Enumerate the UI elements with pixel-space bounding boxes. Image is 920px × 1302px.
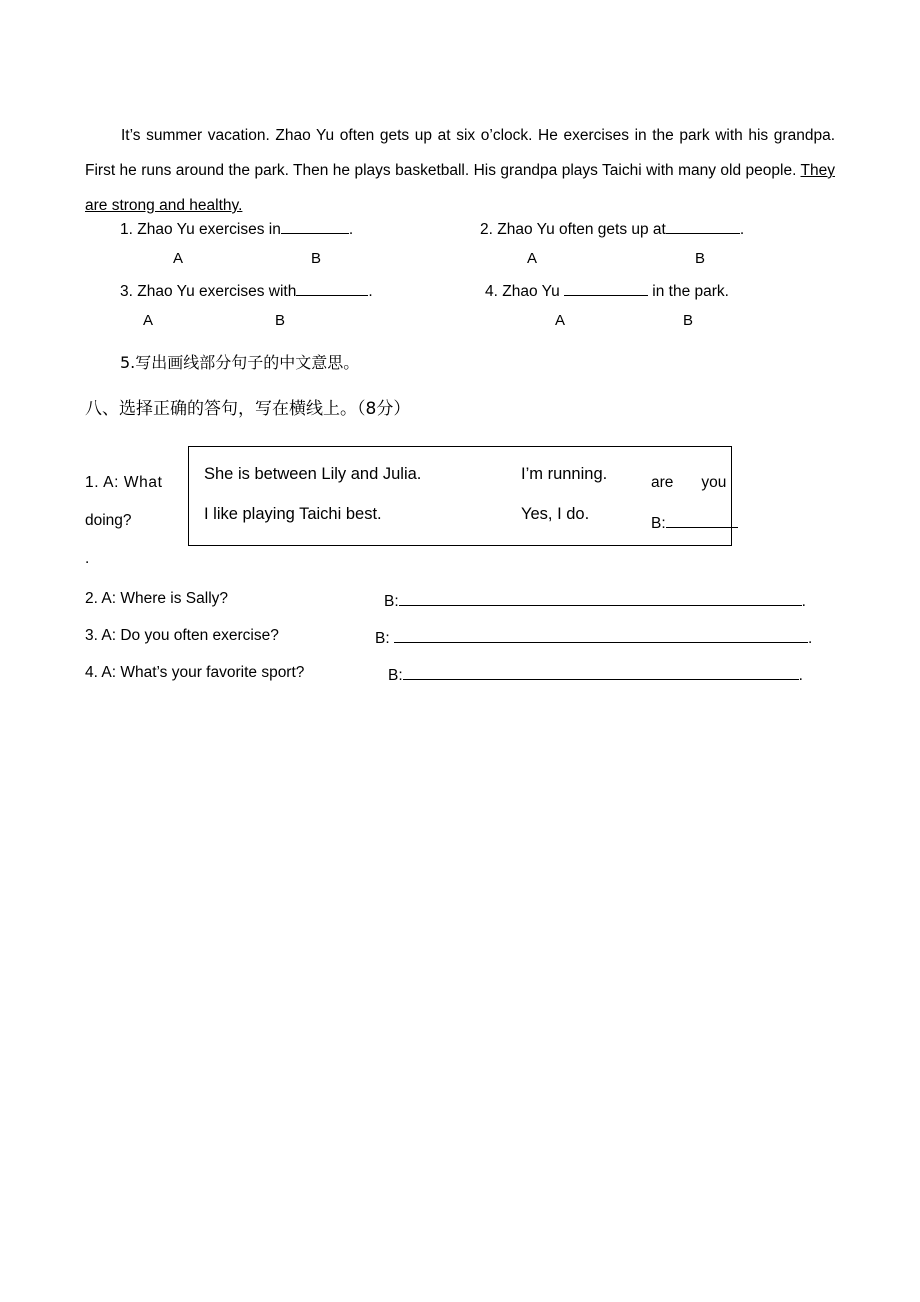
section-eight-question-2-row bbox=[85, 590, 845, 627]
section-eight-question-1-prompt-part2: doing? bbox=[85, 512, 132, 529]
comprehension-row-2 bbox=[85, 280, 845, 312]
section-eight-question-3-prompt: 3. A: Do you often exercise? bbox=[85, 627, 279, 644]
comprehension-questions bbox=[85, 218, 845, 342]
answer-option-2[interactable]: I’m running. bbox=[521, 465, 608, 483]
section-eight-question-4-row bbox=[85, 664, 845, 701]
section-eight-questions bbox=[85, 590, 845, 701]
answer-option-1[interactable]: She is between Lily and Julia. bbox=[204, 465, 422, 483]
section-eight-question-3-answer bbox=[375, 627, 812, 648]
section-eight-question-1-prompt-part3 bbox=[651, 474, 835, 492]
comprehension-question-2 bbox=[480, 218, 744, 239]
answer-option-3[interactable]: I like playing Taichi best. bbox=[204, 505, 382, 523]
question-3-answer-period: . bbox=[807, 630, 813, 647]
question-2-answer-period: . bbox=[801, 593, 806, 610]
question-2-answer-blank[interactable] bbox=[399, 590, 802, 606]
question-3-answer-blank[interactable] bbox=[394, 627, 808, 643]
question-3-text: 3. Zhao Yu exercises with bbox=[120, 283, 297, 300]
comprehension-item-5: 5.写出画线部分句子的中文意思。 bbox=[120, 353, 360, 372]
question-1-text: 1. Zhao Yu exercises in bbox=[120, 221, 281, 238]
section-eight-heading: 八、选择正确的答句，写在横线上。（8分） bbox=[85, 399, 411, 419]
question-4-suffix: in the park. bbox=[648, 283, 729, 300]
question-1-period: . bbox=[348, 221, 354, 238]
comprehension-row-1 bbox=[85, 218, 845, 250]
question-2-choice-b[interactable]: B bbox=[695, 250, 706, 267]
comprehension-choices-row-2 bbox=[85, 312, 845, 342]
section-eight-question-1-region bbox=[85, 446, 835, 576]
question-1-answer-blank[interactable] bbox=[666, 512, 738, 528]
question-1-blank[interactable] bbox=[281, 218, 349, 234]
question-2-choice-a[interactable]: A bbox=[527, 250, 538, 267]
question-2-blank[interactable] bbox=[666, 218, 740, 234]
section-eight-question-2-answer bbox=[384, 590, 806, 611]
answer-box-row-2 bbox=[189, 505, 731, 547]
section-eight-question-1-trailing-dot: . bbox=[85, 550, 90, 567]
question-4-choice-a[interactable]: A bbox=[555, 312, 566, 329]
reading-passage bbox=[85, 118, 835, 223]
question-4-text: 4. Zhao Yu bbox=[485, 283, 564, 300]
question-1-choice-a[interactable]: A bbox=[173, 250, 184, 267]
answer-option-4[interactable]: Yes, I do. bbox=[521, 505, 590, 523]
question-2-answer-label: B: bbox=[384, 593, 399, 610]
question-3-period: . bbox=[368, 283, 373, 300]
question-3-answer-label: B: bbox=[375, 630, 394, 647]
section-eight-question-3-row bbox=[85, 627, 845, 664]
comprehension-question-1 bbox=[120, 218, 353, 239]
section-eight-question-1-answer bbox=[651, 512, 738, 533]
question-1-answer-label: B: bbox=[651, 515, 666, 532]
section-eight-question-2-prompt: 2. A: Where is Sally? bbox=[85, 590, 229, 607]
section-eight-question-4-answer bbox=[388, 664, 803, 685]
question-1-word-you: you bbox=[701, 474, 727, 491]
answer-box-row-1 bbox=[189, 465, 731, 507]
passage-underlined-sentence: They are strong and healthy. bbox=[85, 162, 835, 214]
question-4-answer-label: B: bbox=[388, 667, 403, 684]
section-eight-question-4-prompt: 4. A: What’s your favorite sport? bbox=[85, 664, 305, 681]
passage-text: It’s summer vacation. Zhao Yu often gets up at six o’clock. He exercises in the park with his grandpa. First he runs around the park. Then he plays basketball. His grandpa plays Taichi with many old people. bbox=[85, 127, 835, 179]
question-1-word-are: are bbox=[651, 474, 674, 491]
question-2-text: 2. Zhao Yu often gets up at bbox=[480, 221, 666, 238]
comprehension-question-3 bbox=[120, 280, 373, 301]
comprehension-choices-row-1 bbox=[85, 250, 845, 280]
question-1-choice-b[interactable]: B bbox=[311, 250, 322, 267]
question-3-choice-b[interactable]: B bbox=[275, 312, 286, 329]
question-4-answer-period: . bbox=[798, 667, 803, 684]
question-3-choice-a[interactable]: A bbox=[143, 312, 154, 329]
question-4-choice-b[interactable]: B bbox=[683, 312, 694, 329]
question-4-answer-blank[interactable] bbox=[403, 664, 799, 680]
question-4-blank[interactable] bbox=[564, 280, 648, 296]
question-3-blank[interactable] bbox=[296, 280, 368, 296]
comprehension-question-4 bbox=[485, 280, 729, 301]
question-2-period: . bbox=[739, 221, 745, 238]
section-eight-question-1-prompt-part1: 1. A: What bbox=[85, 474, 163, 491]
